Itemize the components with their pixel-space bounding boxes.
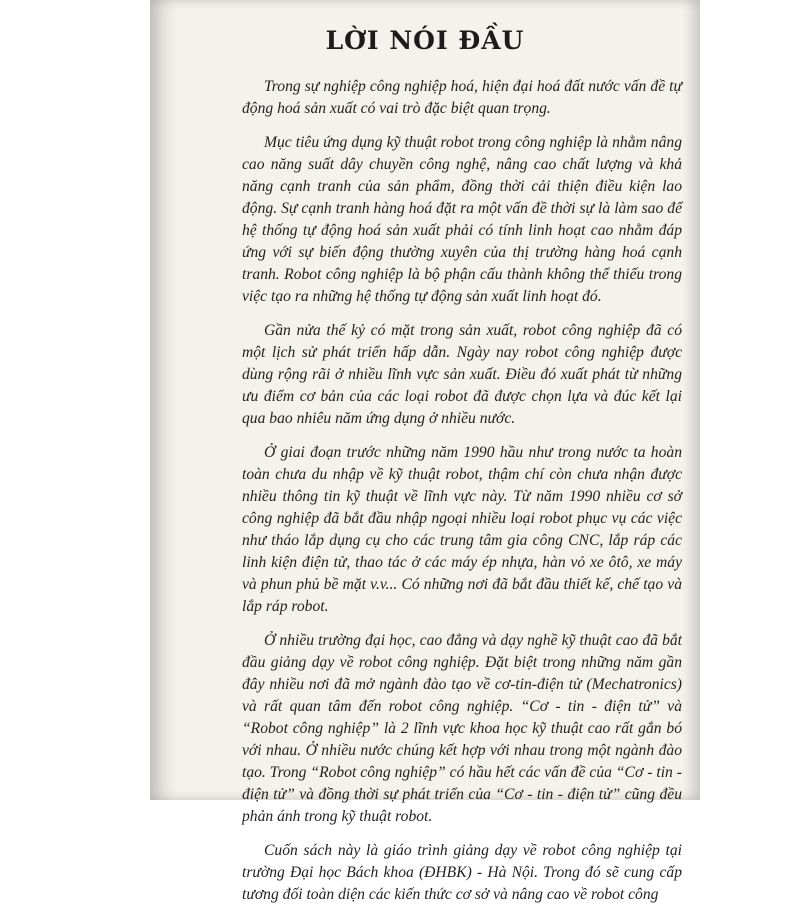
paragraph-1: Trong sự nghiệp công nghiệp hoá, hiện đại hoá đất nước vấn đề tự động hoá sản xuất có vai trò đặc biệt quan trọng. (242, 78, 682, 117)
page-body (242, 76, 682, 918)
book-page (150, 0, 700, 903)
paragraph-2: Mục tiêu ứng dụng kỹ thuật robot trong công nghiệp là nhằm nâng cao năng suất dây chuyền công nghệ, nâng cao chất lượng và khả năng cạnh tranh của sản phẩm, đồng thời cải thiện điều kiện lao động. Sự cạnh tranh hàng hoá đặt ra một vấn đề thời sự là làm sao để hệ thống tự động hoá sản xuất phải có tính linh hoạt cao nhằm đáp ứng với sự biến động thường xuyên của thị trường hàng hoá cạnh tranh. Robot công nghiệp là bộ phận cấu thành không thể thiếu trong việc tạo ra những hệ thống tự động sản xuất linh hoạt đó. (242, 134, 682, 305)
paragraph-4: Ở giai đoạn trước những năm 1990 hầu như trong nước ta hoàn toàn chưa du nhập về kỹ thuật robot, thậm chí còn chưa nhận được nhiều thông tin kỹ thuật về lĩnh vực này. Từ năm 1990 nhiều cơ sở công nghiệp đã bắt đầu nhập ngoại nhiều loại robot phục vụ các việc như tháo lắp dụng cụ cho các trung tâm gia công CNC, lắp ráp các linh kiện điện tử, thao tác ở các máy ép nhựa, hàn vỏ xe ôtô, xe máy và phun phủ bề mặt v.v... Có những nơi đã bắt đầu thiết kế, chế tạo và lắp ráp robot. (242, 444, 682, 615)
paragraph-6: Cuốn sách này là giáo trình giảng dạy về robot công nghiệp tại trường Đại học Bách khoa (ĐHBK) - Hà Nội. Trong đó sẽ cung cấp tương đối toàn diện các kiến thức cơ sở và nâng cao về robot công (242, 842, 682, 903)
page-title: LỜI NÓI ĐẦU (325, 26, 525, 55)
paragraph-3: Gần nửa thế kỷ có mặt trong sản xuất, robot công nghiệp đã có một lịch sử phát triển hấp dẫn. Ngày nay robot công nghiệp được dùng rộng rãi ở nhiều lĩnh vực sản xuất. Điều đó xuất phát từ những ưu điểm cơ bản của các loại robot đã được chọn lựa và đúc kết lại qua bao nhiêu năm ứng dụng ở nhiều nước. (242, 322, 682, 427)
paragraph-5: Ở nhiều trường đại học, cao đẳng và dạy nghề kỹ thuật cao đã bắt đầu giảng dạy về robot công nghiệp. Đặt biệt trong những năm gần đây nhiều nơi đã mở ngành đào tạo về cơ-tin-điện tử (Mechatronics) và rất quan tâm đến robot công nghiệp. “Cơ - tin - điện tử” và “Robot công nghiệp” là 2 lĩnh vực khoa học kỹ thuật cao rất gắn bó với nhau. Ở nhiều nước chúng kết hợp với nhau trong một ngành đào tạo. Trong “Robot công nghiệp” có hầu hết các vấn đề của “Cơ - tin - điện tử” và đồng thời sự phát triển của “Cơ - tin - điện tử” cũng đều phản ánh trong kỹ thuật robot. (242, 632, 682, 825)
